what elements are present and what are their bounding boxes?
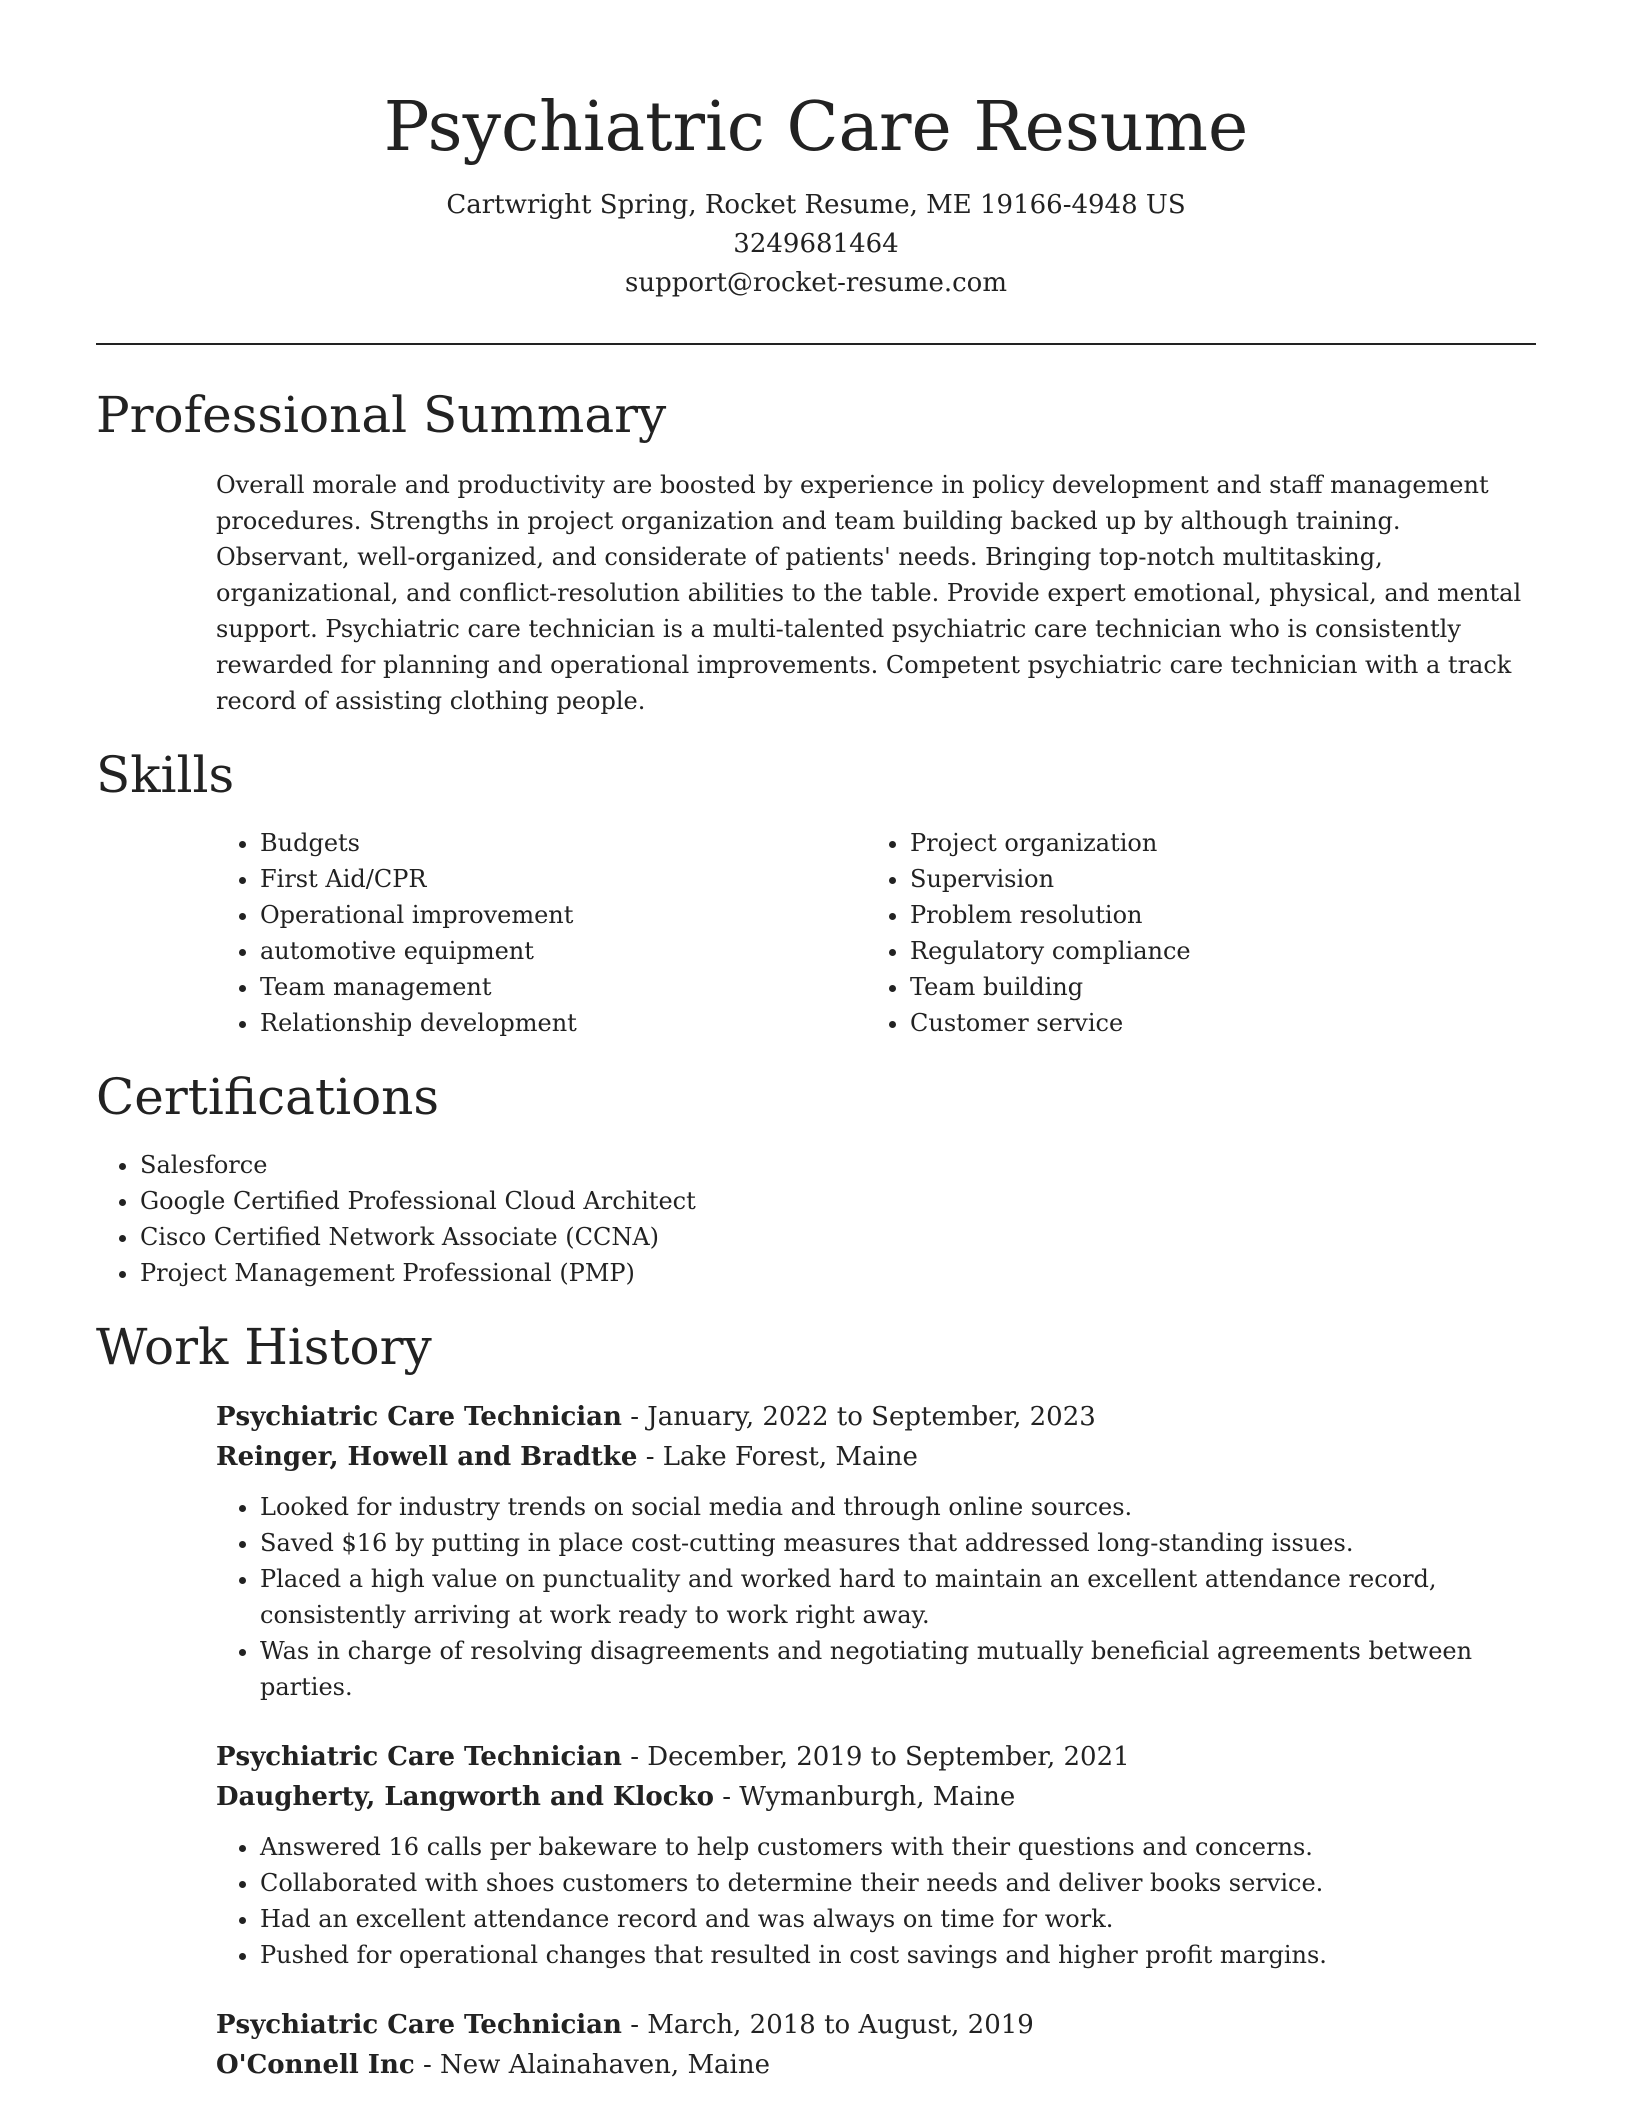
- certifications-section: [96, 1067, 1536, 1291]
- job-title-line: Psychiatric Care Technician - December, 2019 to September, 2021: [216, 1742, 1130, 1772]
- summary-section: [96, 385, 1536, 719]
- job-title-line: Psychiatric Care Technician - January, 2022 to September, 2023: [216, 1402, 1096, 1432]
- list-item: • First Aid/CPR: [260, 861, 866, 897]
- job-company: Daugherty, Langworth and Klocko: [216, 1782, 714, 1812]
- address: Cartwright Spring, Rocket Resume, ME 19166-4948 US: [446, 190, 1186, 220]
- list-item: • Looked for industry trends on social media and through online sources.: [260, 1489, 1536, 1525]
- list-item: • Saved $16 by putting in place cost-cutting measures that addressed long-standing issues.: [260, 1525, 1536, 1561]
- job-company-line: O'Connell Inc - New Alainahaven, Maine: [216, 2050, 771, 2080]
- skills-list-right: [866, 825, 1516, 1041]
- list-item: • Google Certified Professional Cloud Architect: [140, 1183, 1536, 1219]
- list-item: • Collaborated with shoes customers to determine their needs and deliver books service.: [260, 1865, 1536, 1901]
- job-entry: [216, 1737, 1536, 1973]
- skills-title: Skills: [96, 746, 235, 804]
- list-item: • Customer service: [910, 1005, 1516, 1041]
- job-dates: March, 2018 to August, 2019: [647, 2010, 1034, 2040]
- skills-column-left: [216, 825, 866, 1041]
- list-item: • Was in charge of resolving disagreements and negotiating mutually beneficial agreements between parties.: [260, 1633, 1536, 1705]
- job-dates: December, 2019 to September, 2021: [647, 1742, 1130, 1772]
- list-item: • Placed a high value on punctuality and worked hard to maintain an excellent attendance record, consistently arriving at work ready to work right away.: [260, 1561, 1536, 1633]
- header-divider: [96, 343, 1536, 345]
- list-item: • Budgets: [260, 825, 866, 861]
- phone: 3249681464: [733, 229, 899, 259]
- skills-list-left: [216, 825, 866, 1041]
- job-location: Wymanburgh, Maine: [739, 1782, 1016, 1812]
- job-title-line: Psychiatric Care Technician - March, 2018 to August, 2019: [216, 2010, 1034, 2040]
- list-item: • Problem resolution: [910, 897, 1516, 933]
- job-bullets: [216, 1489, 1536, 1705]
- summary-title: Professional Summary: [96, 386, 667, 444]
- list-item: • Cisco Certified Network Associate (CCNA): [140, 1219, 1536, 1255]
- list-item: • automotive equipment: [260, 933, 866, 969]
- work-section: [96, 1317, 1536, 2085]
- job-company: Reinger, Howell and Bradtke: [216, 1442, 638, 1472]
- list-item: • Team building: [910, 969, 1516, 1005]
- list-item: • Pushed for operational changes that resulted in cost savings and higher profit margins.: [260, 1937, 1536, 1973]
- job-role: Psychiatric Care Technician: [216, 1742, 622, 1772]
- job-company-line: Daugherty, Langworth and Klocko - Wymanburgh, Maine: [216, 1782, 1016, 1812]
- list-item: • Project Management Professional (PMP): [140, 1255, 1536, 1291]
- email: support@rocket-resume.com: [624, 268, 1007, 298]
- job-role: Psychiatric Care Technician: [216, 2010, 622, 2040]
- certifications-title: Certifications: [96, 1068, 440, 1126]
- list-item: • Relationship development: [260, 1005, 866, 1041]
- list-item: • Operational improvement: [260, 897, 866, 933]
- resume-page: [96, 0, 1536, 2085]
- contact-block: [96, 186, 1536, 303]
- work-title: Work History: [96, 1318, 432, 1376]
- list-item: • Answered 16 calls per bakeware to help customers with their questions and concerns.: [260, 1829, 1536, 1865]
- list-item: • Supervision: [910, 861, 1516, 897]
- job-location: Lake Forest, Maine: [662, 1442, 918, 1472]
- job-bullets: [216, 1829, 1536, 1973]
- job-dates: January, 2022 to September, 2023: [647, 1402, 1096, 1432]
- job-role: Psychiatric Care Technician: [216, 1402, 622, 1432]
- summary-text: Overall morale and productivity are boosted by experience in policy development and staff management procedures. Strengths in project organization and team building backed up by although training. Observant, well-organized, and considerate of patients' needs. Bringing top-notch multitasking, organizational, and conflict-resolution abilities to the table. Provide expert emotional, physical, and mental support. Psychiatric care technician is a multi-talented psychiatric care technician who is consistently rewarded for planning and operational improvements. Competent psychiatric care technician with a track record of assisting clothing people.: [216, 471, 1522, 715]
- job-entry: [216, 1397, 1536, 1705]
- list-item: • Regulatory compliance: [910, 933, 1516, 969]
- resume-name: Psychiatric Care Resume: [383, 88, 1249, 167]
- job-company: O'Connell Inc: [216, 2050, 415, 2080]
- list-item: • Team management: [260, 969, 866, 1005]
- skills-section: [96, 745, 1536, 1041]
- job-entry: [216, 2005, 1536, 2085]
- list-item: • Project organization: [910, 825, 1516, 861]
- skills-grid: [216, 825, 1536, 1041]
- certifications-list: [96, 1147, 1536, 1291]
- job-location: New Alainahaven, Maine: [440, 2050, 771, 2080]
- skills-column-right: [866, 825, 1516, 1041]
- list-item: • Had an excellent attendance record and was always on time for work.: [260, 1901, 1536, 1937]
- job-company-line: Reinger, Howell and Bradtke - Lake Forest, Maine: [216, 1442, 918, 1472]
- list-item: • Salesforce: [140, 1147, 1536, 1183]
